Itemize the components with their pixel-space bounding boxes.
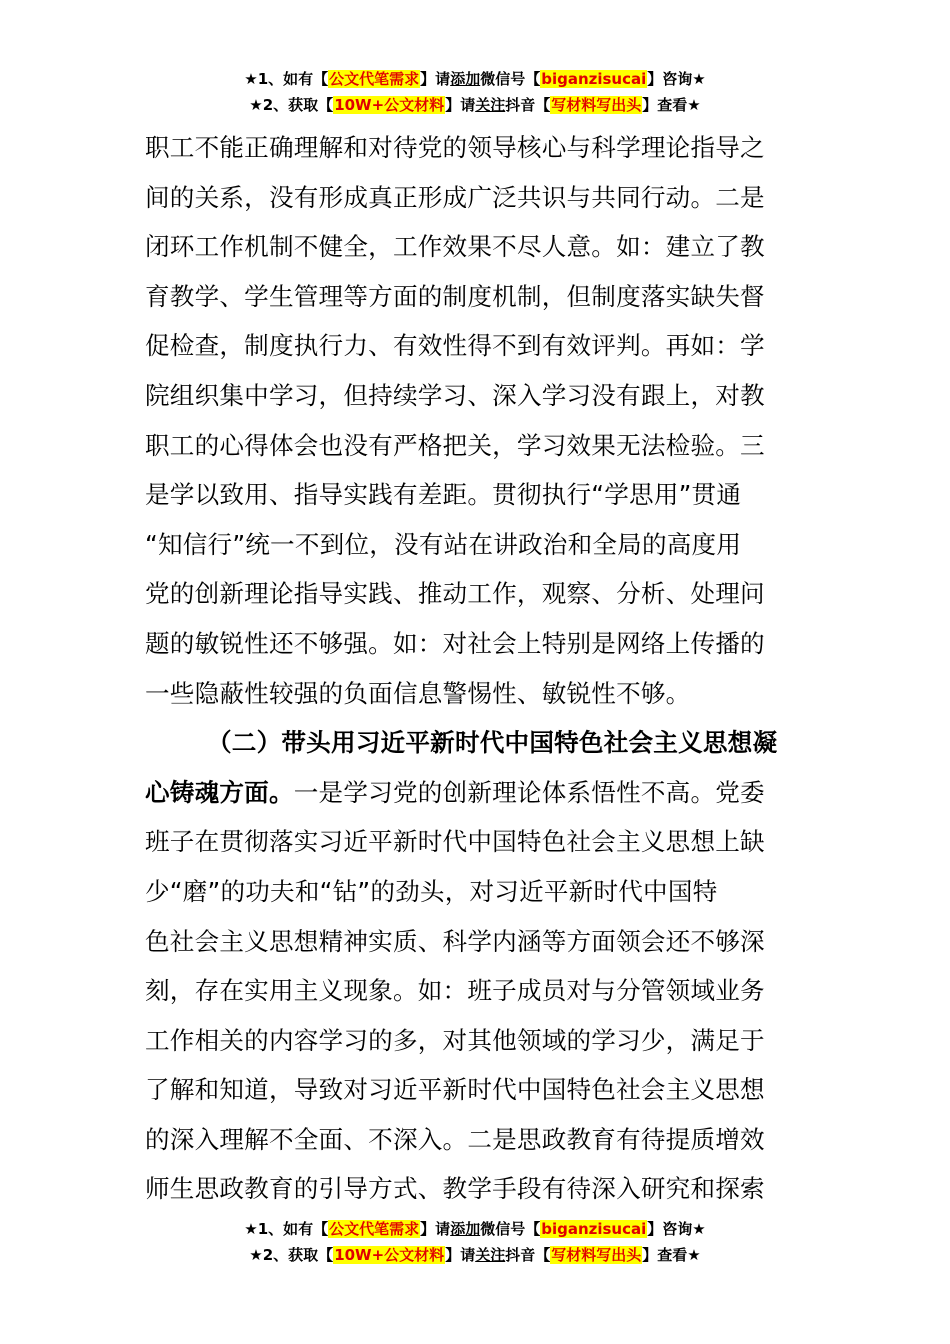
body-line — [145, 768, 825, 818]
body-line: 职工不能正确理解和对待党的领导核心与科学理论指导之 — [145, 133, 765, 162]
body-line: 职工的心得体会也没有严格把关，学习效果无法检验。三 — [145, 430, 765, 460]
banner-text: 】请 — [420, 1220, 451, 1238]
body-line: 工作相关的内容学习的多，对其他领域的学习少，满足于 — [145, 1025, 765, 1055]
highlight-douyin: 写材料写出头 — [551, 96, 642, 114]
section-heading-tail: 心铸魂方面。 — [145, 777, 294, 807]
body-line: 少“磨”的功夫和“钻”的劲头，对习近平新时代中国特 — [145, 876, 718, 906]
banner-text: ★2、获取【 — [249, 1246, 334, 1264]
highlight-wechat-id: biganzisucai — [541, 1220, 647, 1238]
underline-text: 关注 — [475, 96, 506, 114]
banner-text: 】咨询★ — [647, 1220, 706, 1238]
footer-banner — [0, 1216, 950, 1268]
document-body — [145, 123, 825, 1214]
body-line: 题的敏锐性还不够强。如：对社会上特别是网络上传播的 — [145, 628, 765, 658]
body-line: 色社会主义思想精神实质、科学内涵等方面领会还不够深 — [145, 926, 765, 956]
body-line: 一些隐蔽性较强的负面信息警惕性、敏锐性不够。 — [145, 678, 691, 708]
banner-text: 抖音【 — [505, 96, 551, 114]
body-line: 育教学、学生管理等方面的制度机制，但制度落实缺失督 — [145, 281, 765, 311]
highlight-douyin: 写材料写出头 — [551, 1246, 642, 1264]
body-line: 班子在贯彻落实习近平新时代中国特色社会主义思想上缺 — [145, 827, 765, 857]
body-line: 刻，存在实用主义现象。如：班子成员对与分管领域业务 — [145, 976, 765, 1006]
banner-text: 】请 — [420, 70, 451, 88]
body-line: 促检查，制度执行力、有效性得不到有效评判。再如：学 — [145, 331, 765, 361]
banner-line-2 — [0, 1242, 950, 1268]
banner-line-1 — [0, 1216, 950, 1242]
body-text: 一是学习党的创新理论体系悟性不高。党委 — [293, 777, 765, 807]
banner-text: 】请 — [445, 96, 476, 114]
banner-text: 抖音【 — [505, 1246, 551, 1264]
banner-text: ★1、如有【 — [244, 70, 329, 88]
banner-text: 】咨询★ — [647, 70, 706, 88]
underline-text: 添加 — [450, 70, 481, 88]
body-line: 党的创新理论指导实践、推动工作，观察、分析、处理问 — [145, 579, 765, 609]
body-line: 的深入理解不全面、不深入。二是思政教育有待提质增效 — [145, 1124, 765, 1154]
banner-text: ★2、获取【 — [249, 96, 334, 114]
banner-text: 】查看★ — [642, 1246, 701, 1264]
banner-text: 】请 — [445, 1246, 476, 1264]
body-line: 闭环工作机制不健全，工作效果不尽人意。如：建立了教 — [145, 232, 765, 262]
highlight-service: 公文代笔需求 — [329, 70, 420, 88]
highlight-materials: 10W+公文材料 — [334, 96, 445, 114]
body-line: 间的关系，没有形成真正形成广泛共识与共同行动。二是 — [145, 182, 765, 212]
body-line: 了解和知道，导致对习近平新时代中国特色社会主义思想 — [145, 1075, 765, 1105]
body-line: “知信行”统一不到位，没有站在讲政治和全局的高度用 — [145, 529, 742, 559]
underline-text: 关注 — [475, 1246, 506, 1264]
banner-line-2 — [0, 92, 950, 118]
banner-text: 微信号【 — [480, 70, 541, 88]
highlight-service: 公文代笔需求 — [329, 1220, 420, 1238]
body-line: 是学以致用、指导实践有差距。贯彻执行“学思用”贯通 — [145, 480, 742, 510]
banner-text: 微信号【 — [480, 1220, 541, 1238]
section-heading: （二）带头用习近平新时代中国特色社会主义思想凝 — [207, 728, 778, 758]
body-line: 院组织集中学习，但持续学习、深入学习没有跟上，对教 — [145, 380, 765, 410]
header-banner — [0, 66, 950, 118]
underline-text: 添加 — [450, 1220, 481, 1238]
highlight-wechat-id: biganzisucai — [541, 70, 647, 88]
body-line: 师生思政教育的引导方式、教学手段有待深入研究和探索 — [145, 1174, 765, 1204]
highlight-materials: 10W+公文材料 — [334, 1246, 445, 1264]
banner-text: 】查看★ — [642, 96, 701, 114]
banner-text: ★1、如有【 — [244, 1220, 329, 1238]
banner-line-1 — [0, 66, 950, 92]
